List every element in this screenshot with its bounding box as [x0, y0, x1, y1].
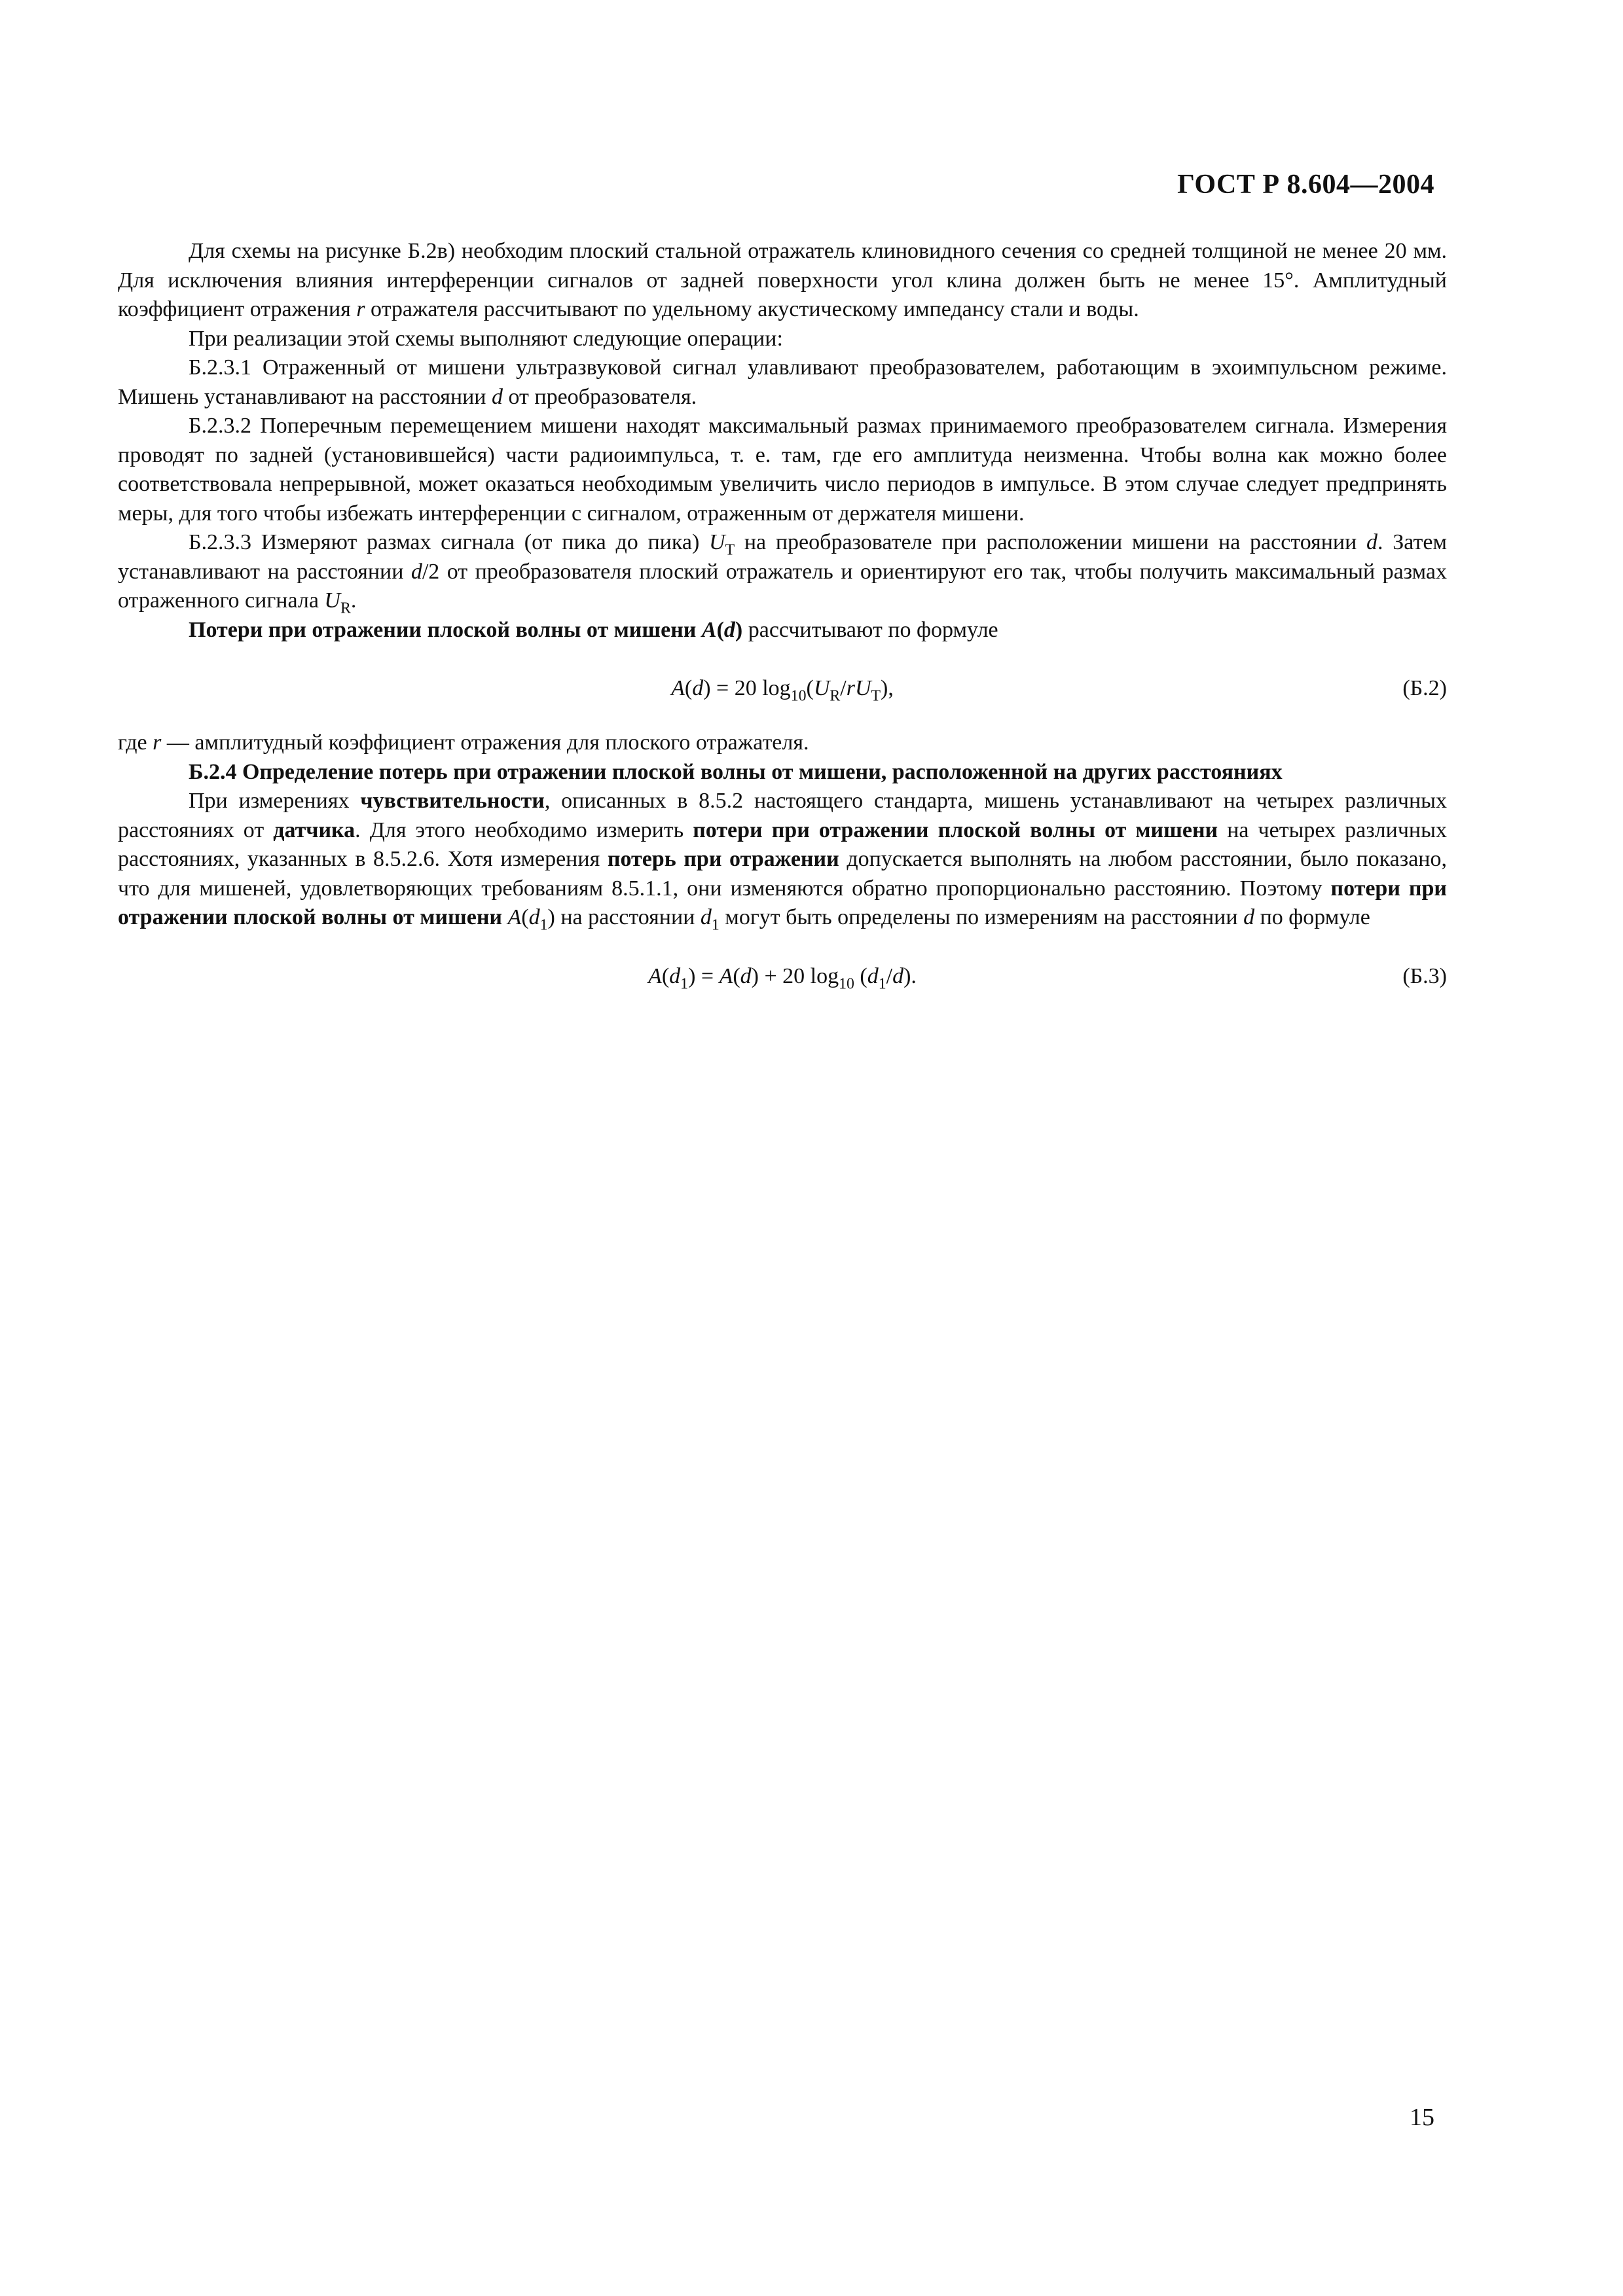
paragraph-b2-3-2: Б.2.3.2 Поперечным перемещением мишени находят максимальный размах принимаемого преобразователем сигнала. Измерения проводят по задней (установившейся) части радиоимпульса, т. е. там, где его амплитуда неизменна. Чтобы волна как можно более соответствовала непрерывной, может оказаться необходимым увеличить число периодов в импульсе. В этом случае следует предпринять меры, для того чтобы избежать интерференции с сигналом, отраженным от держателя мишени.	[118, 414, 1447, 526]
paragraph-b2-3-1: Б.2.3.1 Отраженный от мишени ультразвуковой сигнал улавливают преобразователем, работающим в эхоимпульсном режиме. Мишень устанавливают на расстоянии d от преобразователя.	[118, 355, 1447, 409]
formula-b3-number: (Б.3)	[1402, 963, 1447, 988]
page-number: 15	[1410, 2104, 1434, 2131]
formula-b2-number: (Б.2)	[1402, 676, 1447, 700]
formula-b2	[118, 674, 1447, 703]
paragraph-loss-intro: Потери при отражении плоской волны от мишени A(d) рассчитывают по формуле	[189, 617, 998, 642]
paragraph-sensitivity-measurements: При измерениях чувствительности, описанных в 8.5.2 настоящего стандарта, мишень устанавливают на четырех различных расстояниях от датчика. Для этого необходимо измерить потери при отражении плоской волны от мишени на четырех различных расстояниях, указанных в 8.5.2.6. Хотя измерения потерь при отражении допускается выполнять на любом расстоянии, было показано, что для мишеней, удовлетворяющих требованиям 8.5.1.1, они изменяются обратно пропорционально расстоянию. Поэтому потери при отражении плоской волны от мишени $A(d_1)$ на расстоянии $d_1$ могут быть определены по измерениям на расстоянии d по формуле	[118, 789, 1448, 934]
term-plane-wave-loss: Потери при отражении плоской волны от мишени A(d)	[189, 617, 743, 642]
formula-b2-expression: A(d) = 20 $\log_{10}(U_R/rU_T)$,	[671, 676, 894, 705]
document-body	[118, 237, 1447, 1016]
paragraph-reflector-requirements: Для схемы на рисунке Б.2в) необходим плоский стальной отражатель клиновидного сечения со средней толщиной не менее 20 мм. Для исключения влияния интерференции сигналов от задней поверхности угол клина должен быть не менее 15°. Амплитудный коэффициент отражения r отражателя рассчитывают по удельному акустическому импедансу стали и воды.	[118, 239, 1447, 321]
section-heading-b2-4: Б.2.4 Определение потерь при отражении плоской волны от мишени, расположенной на других расстояниях	[189, 759, 1283, 784]
document-header: ГОСТ Р 8.604—2004	[1177, 170, 1434, 200]
formula-b3	[118, 962, 1447, 991]
paragraph-where-r: где r — амплитудный коэффициент отражения для плоского отражателя.	[118, 730, 809, 755]
formula-b3-expression: $A(d_1) = A(d) + 20$ $\log_{10} (d_1/d)$.	[648, 963, 917, 992]
paragraph-operations-intro: При реализации этой схемы выполняют следующие операции:	[189, 326, 783, 351]
paragraph-b2-3-3: Б.2.3.3 Измеряют размах сигнала (от пика до пика) $U_T$ на преобразователе при расположении мишени на расстоянии d. Затем устанавливают на расстоянии d/2 от преобразователя плоский отражатель и ориентируют его так, чтобы получить максимальный размах отраженного сигнала $U_R$.	[118, 530, 1448, 617]
